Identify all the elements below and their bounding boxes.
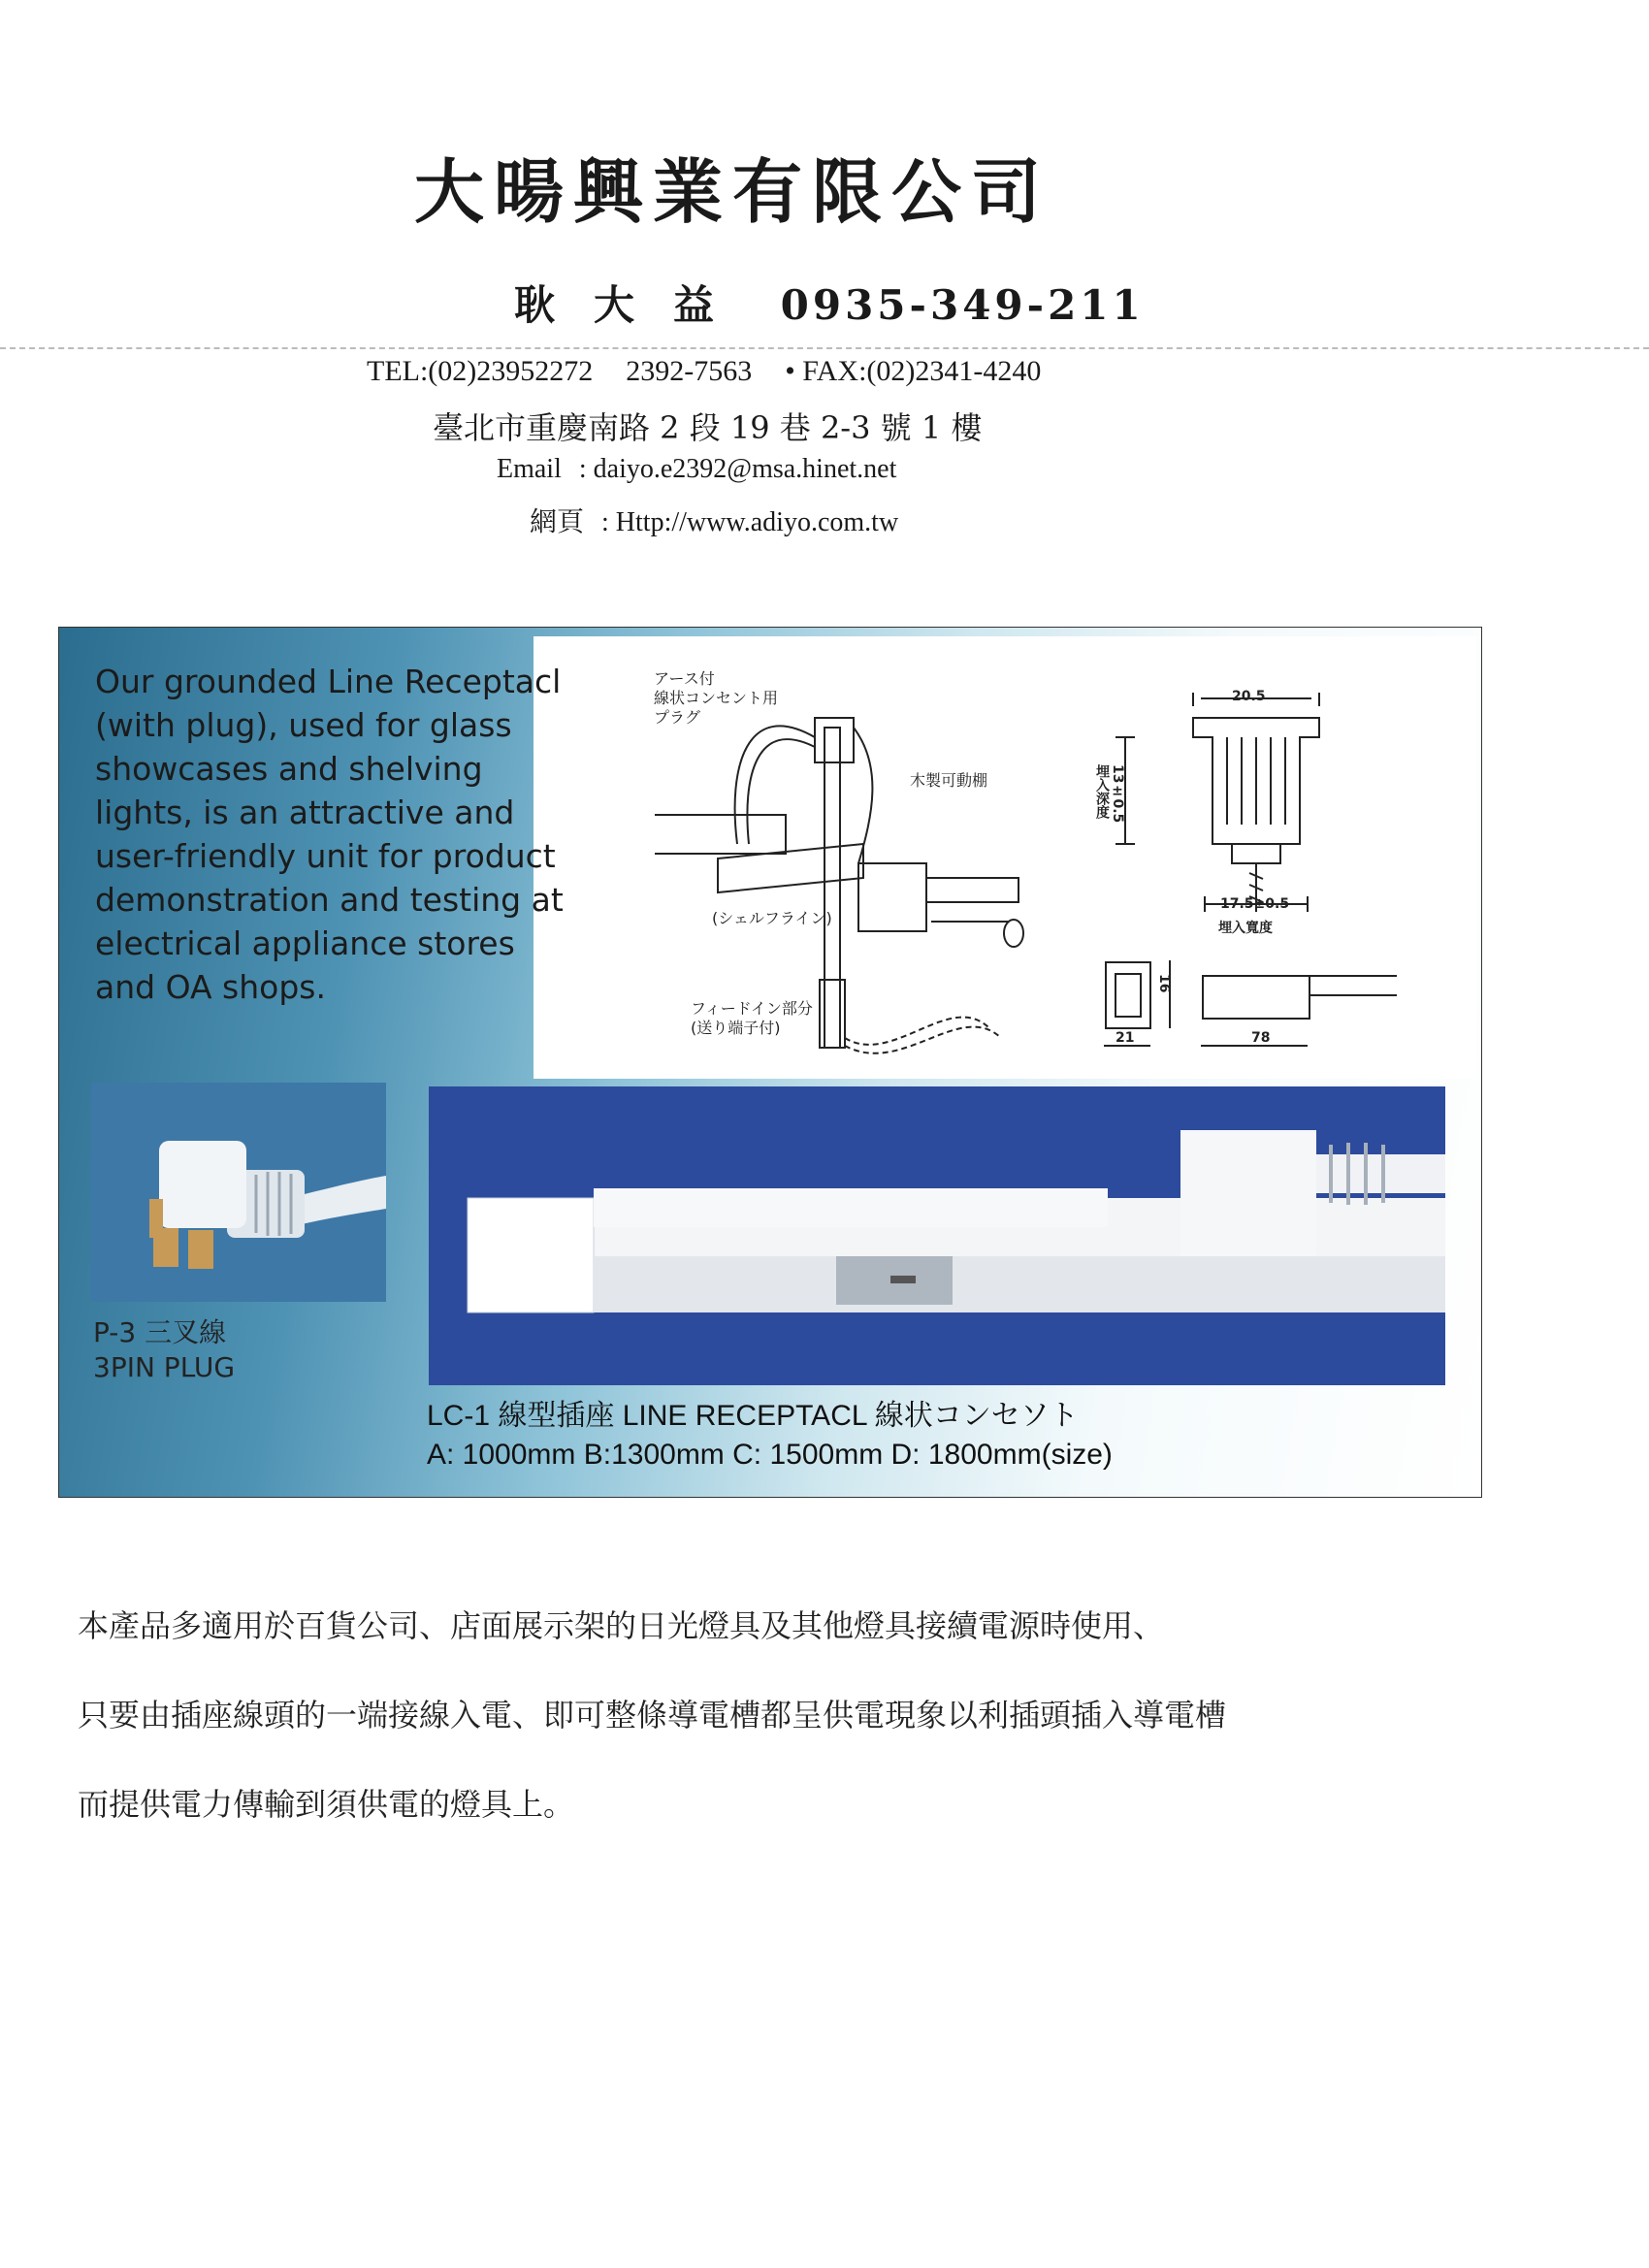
- plug-type-label: 3PIN PLUG: [93, 1351, 236, 1383]
- phone-line: [367, 355, 1074, 388]
- diagram-label: 線状コンセント用: [654, 689, 779, 707]
- email-line: [497, 454, 896, 485]
- plug-model-label: P-3 三叉線: [93, 1316, 227, 1348]
- caption-size-line: A: 1000mm B:1300mm C: 1500mm D: 1800mm(size): [427, 1439, 1113, 1471]
- plug-label: [93, 1315, 235, 1385]
- caption-model-line: LC-1 線型插座 LINE RECEPTACL 線状コンセソト: [427, 1400, 1079, 1432]
- email-value: : daiyo.e2392@msa.hinet.net: [578, 454, 897, 484]
- diagram-label: フィードイン部分: [691, 999, 813, 1018]
- fax-number: • FAX:(02)2341-4240: [785, 355, 1042, 387]
- address: 臺北市重慶南路 2 段 19 巷 2-3 號 1 樓: [433, 409, 983, 446]
- tel-number: TEL:(02)23952272: [367, 355, 594, 387]
- cross-section-diagram: [1086, 679, 1397, 1067]
- diagram-label: (送り端子付): [691, 1019, 781, 1037]
- dim-bottom: 17.5±0.5: [1220, 896, 1290, 912]
- blurb-line: lights, is an attractive and: [95, 794, 515, 831]
- dim-side-length: 78: [1251, 1030, 1271, 1046]
- blurb-line: Our grounded Line Receptacl: [95, 663, 562, 700]
- contact-line: [514, 274, 1145, 332]
- blurb-line: demonstration and testing at: [95, 881, 564, 919]
- line-receptacle-caption: [427, 1397, 1113, 1474]
- dim-end-width: 21: [1116, 1030, 1135, 1046]
- tel-number-2: 2392-7563: [626, 355, 753, 387]
- description-line: 只要由插座線頭的一端接線入電、即可整條導電槽都呈供電現象以利插頭插入導電槽: [78, 1697, 1227, 1733]
- line-receptacle-photo: [429, 1086, 1445, 1385]
- description-line: 而提供電力傳輸到須供電的燈具上。: [78, 1786, 575, 1823]
- blurb-line: user-friendly unit for product: [95, 837, 556, 875]
- diagram-plug-label: [654, 669, 778, 728]
- company-name: 大暘興業有限公司: [413, 150, 1051, 233]
- divider: [0, 347, 1649, 349]
- diagram-label: アース付: [654, 669, 715, 688]
- description-line: 本產品多適用於百貨公司、店面展示架的日光燈具及其他燈具接續電源時使用、: [78, 1607, 1165, 1644]
- product-blurb: [95, 660, 619, 1009]
- blurb-line: and OA shops.: [95, 968, 326, 1006]
- contact-name: 耿大益: [514, 281, 754, 329]
- web-label: 網頁: [530, 507, 585, 537]
- dim-end-height: 16: [1156, 974, 1172, 993]
- email-label: Email: [497, 454, 562, 484]
- product-description: [78, 1581, 1591, 1849]
- diagram-shelf-line-label: (シェルフライン): [712, 909, 832, 927]
- web-line: [530, 501, 898, 539]
- dim-bottom-label: 埋入寬度: [1218, 921, 1273, 936]
- web-value: : Http://www.adiyo.com.tw: [601, 507, 899, 537]
- dim-depth: 13±0.5: [1110, 764, 1125, 824]
- blurb-line: (with plug), used for glass: [95, 706, 512, 744]
- blurb-line: showcases and shelving: [95, 750, 483, 788]
- dim-depth-label: 埋入深度: [1094, 764, 1110, 819]
- blurb-line: electrical appliance stores: [95, 924, 515, 962]
- mobile-number: 0935-349-211: [780, 281, 1145, 329]
- dim-width: 20.5: [1232, 689, 1266, 704]
- diagram-feed-label: [691, 999, 813, 1038]
- diagram-label: プラグ: [654, 708, 701, 727]
- plug-photo: [91, 1083, 386, 1302]
- diagram-shelf-label: 木製可動棚: [910, 771, 988, 790]
